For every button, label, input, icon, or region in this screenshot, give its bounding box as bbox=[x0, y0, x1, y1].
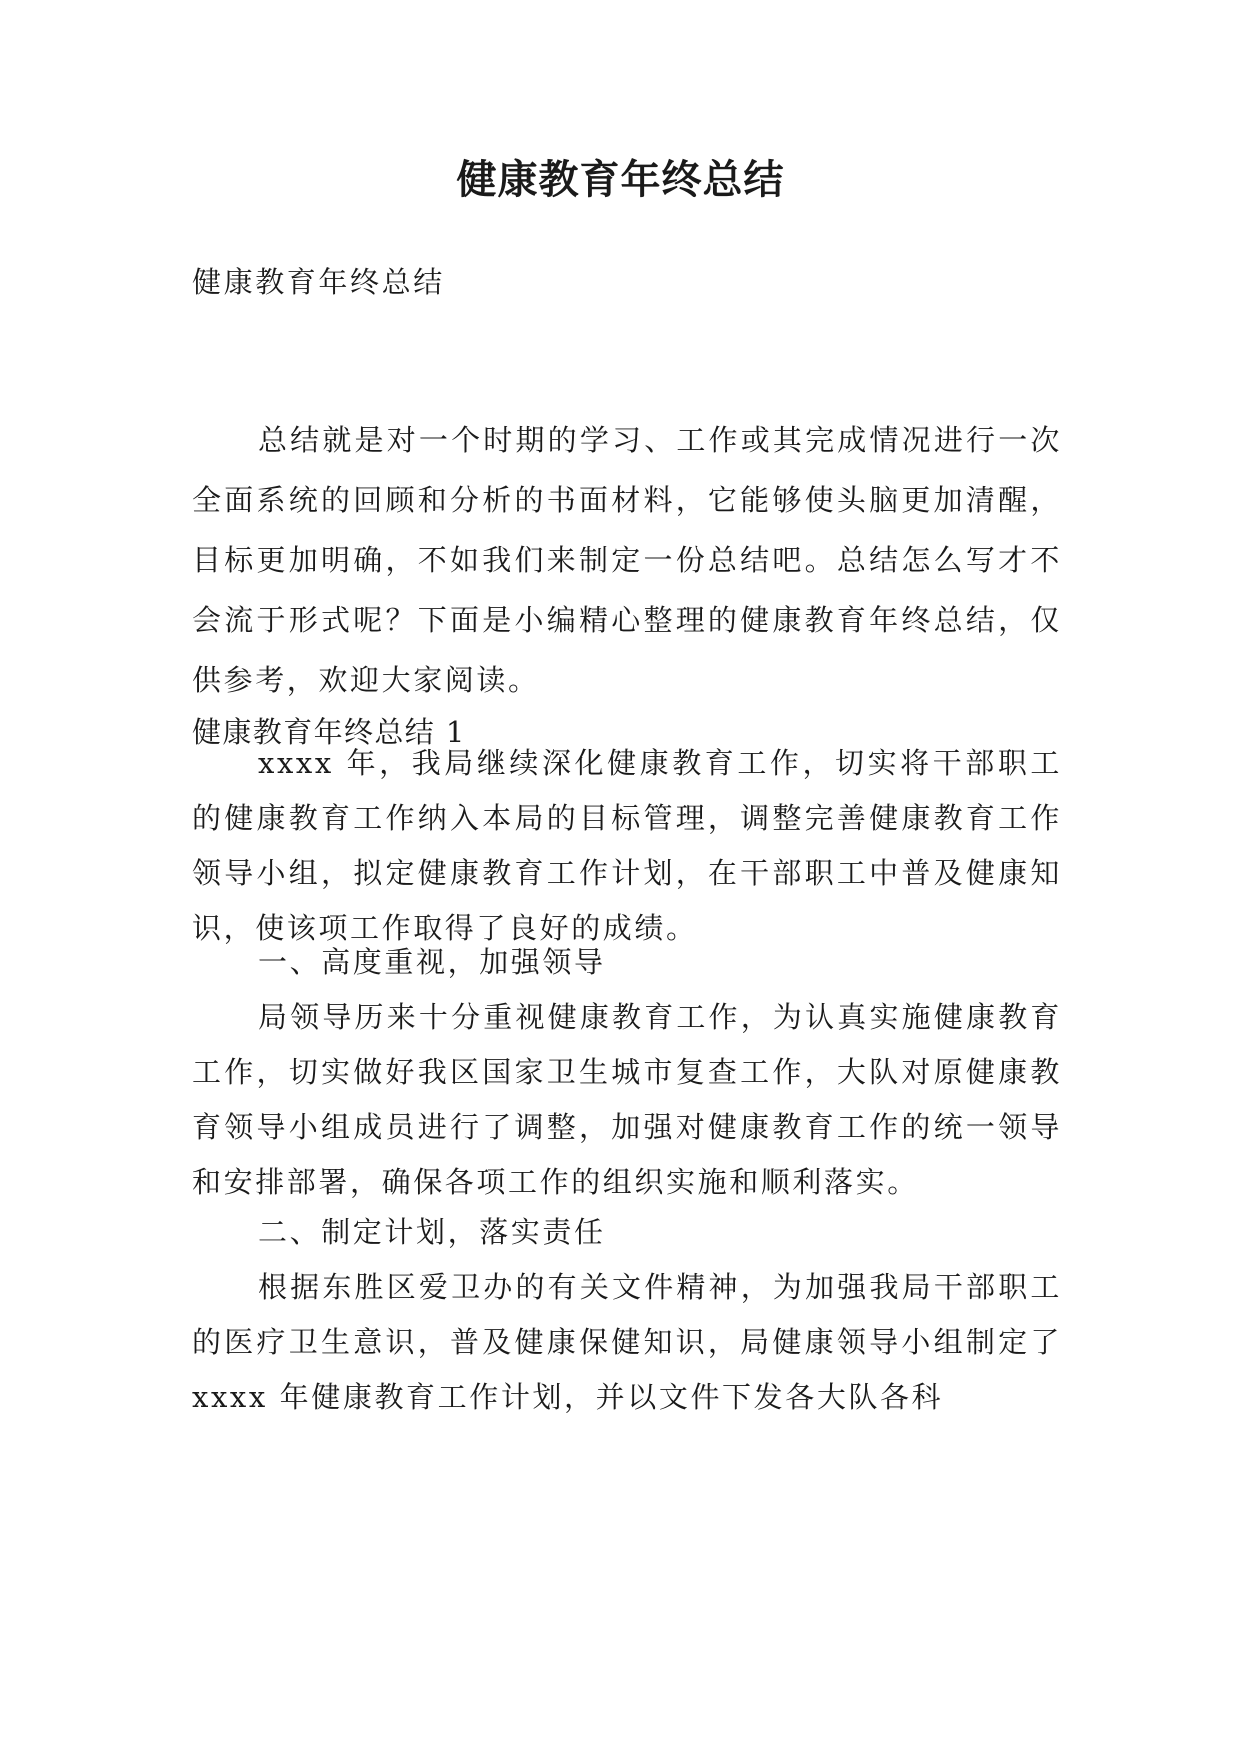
document-subtitle: 健康教育年终总结 bbox=[192, 265, 445, 299]
intro-paragraph: 总结就是对一个时期的学习、工作或其完成情况进行一次全面系统的回顾和分析的书面材料，它能够使头脑更加清醒，目标更加明确，不如我们来制定一份总结吧。总结怎么写才不会流于形式呢？下面是小编精心整理的健康教育年终总结，仅供参考，欢迎大家阅读。 bbox=[192, 423, 1062, 697]
section-heading-2: 二、制定计划，落实责任 bbox=[258, 1215, 606, 1249]
document-title: 健康教育年终总结 bbox=[456, 156, 785, 203]
section-heading-1: 一、高度重视，加强领导 bbox=[258, 945, 606, 979]
section-heading: 健康教育年终总结 1 bbox=[192, 715, 466, 749]
body-paragraph: 根据东胜区爱卫办的有关文件精神，为加强我局干部职工的医疗卫生意识，普及健康保健知识，局健康领导小组制定了 xxxx 年健康教育工作计划，并以文件下发各大队各科 bbox=[192, 1270, 1062, 1414]
body-paragraph: xxxx 年，我局继续深化健康教育工作，切实将干部职工的健康教育工作纳入本局的目标管理，调整完善健康教育工作领导小组，拟定健康教育工作计划，在干部职工中普及健康知识，使该项工作取得了良好的成绩。 bbox=[192, 746, 1062, 945]
body-paragraph: 局领导历来十分重视健康教育工作，为认真实施健康教育工作，切实做好我区国家卫生城市复查工作，大队对原健康教育领导小组成员进行了调整，加强对健康教育工作的统一领导和安排部署，确保各项工作的组织实施和顺利落实。 bbox=[192, 1000, 1062, 1199]
